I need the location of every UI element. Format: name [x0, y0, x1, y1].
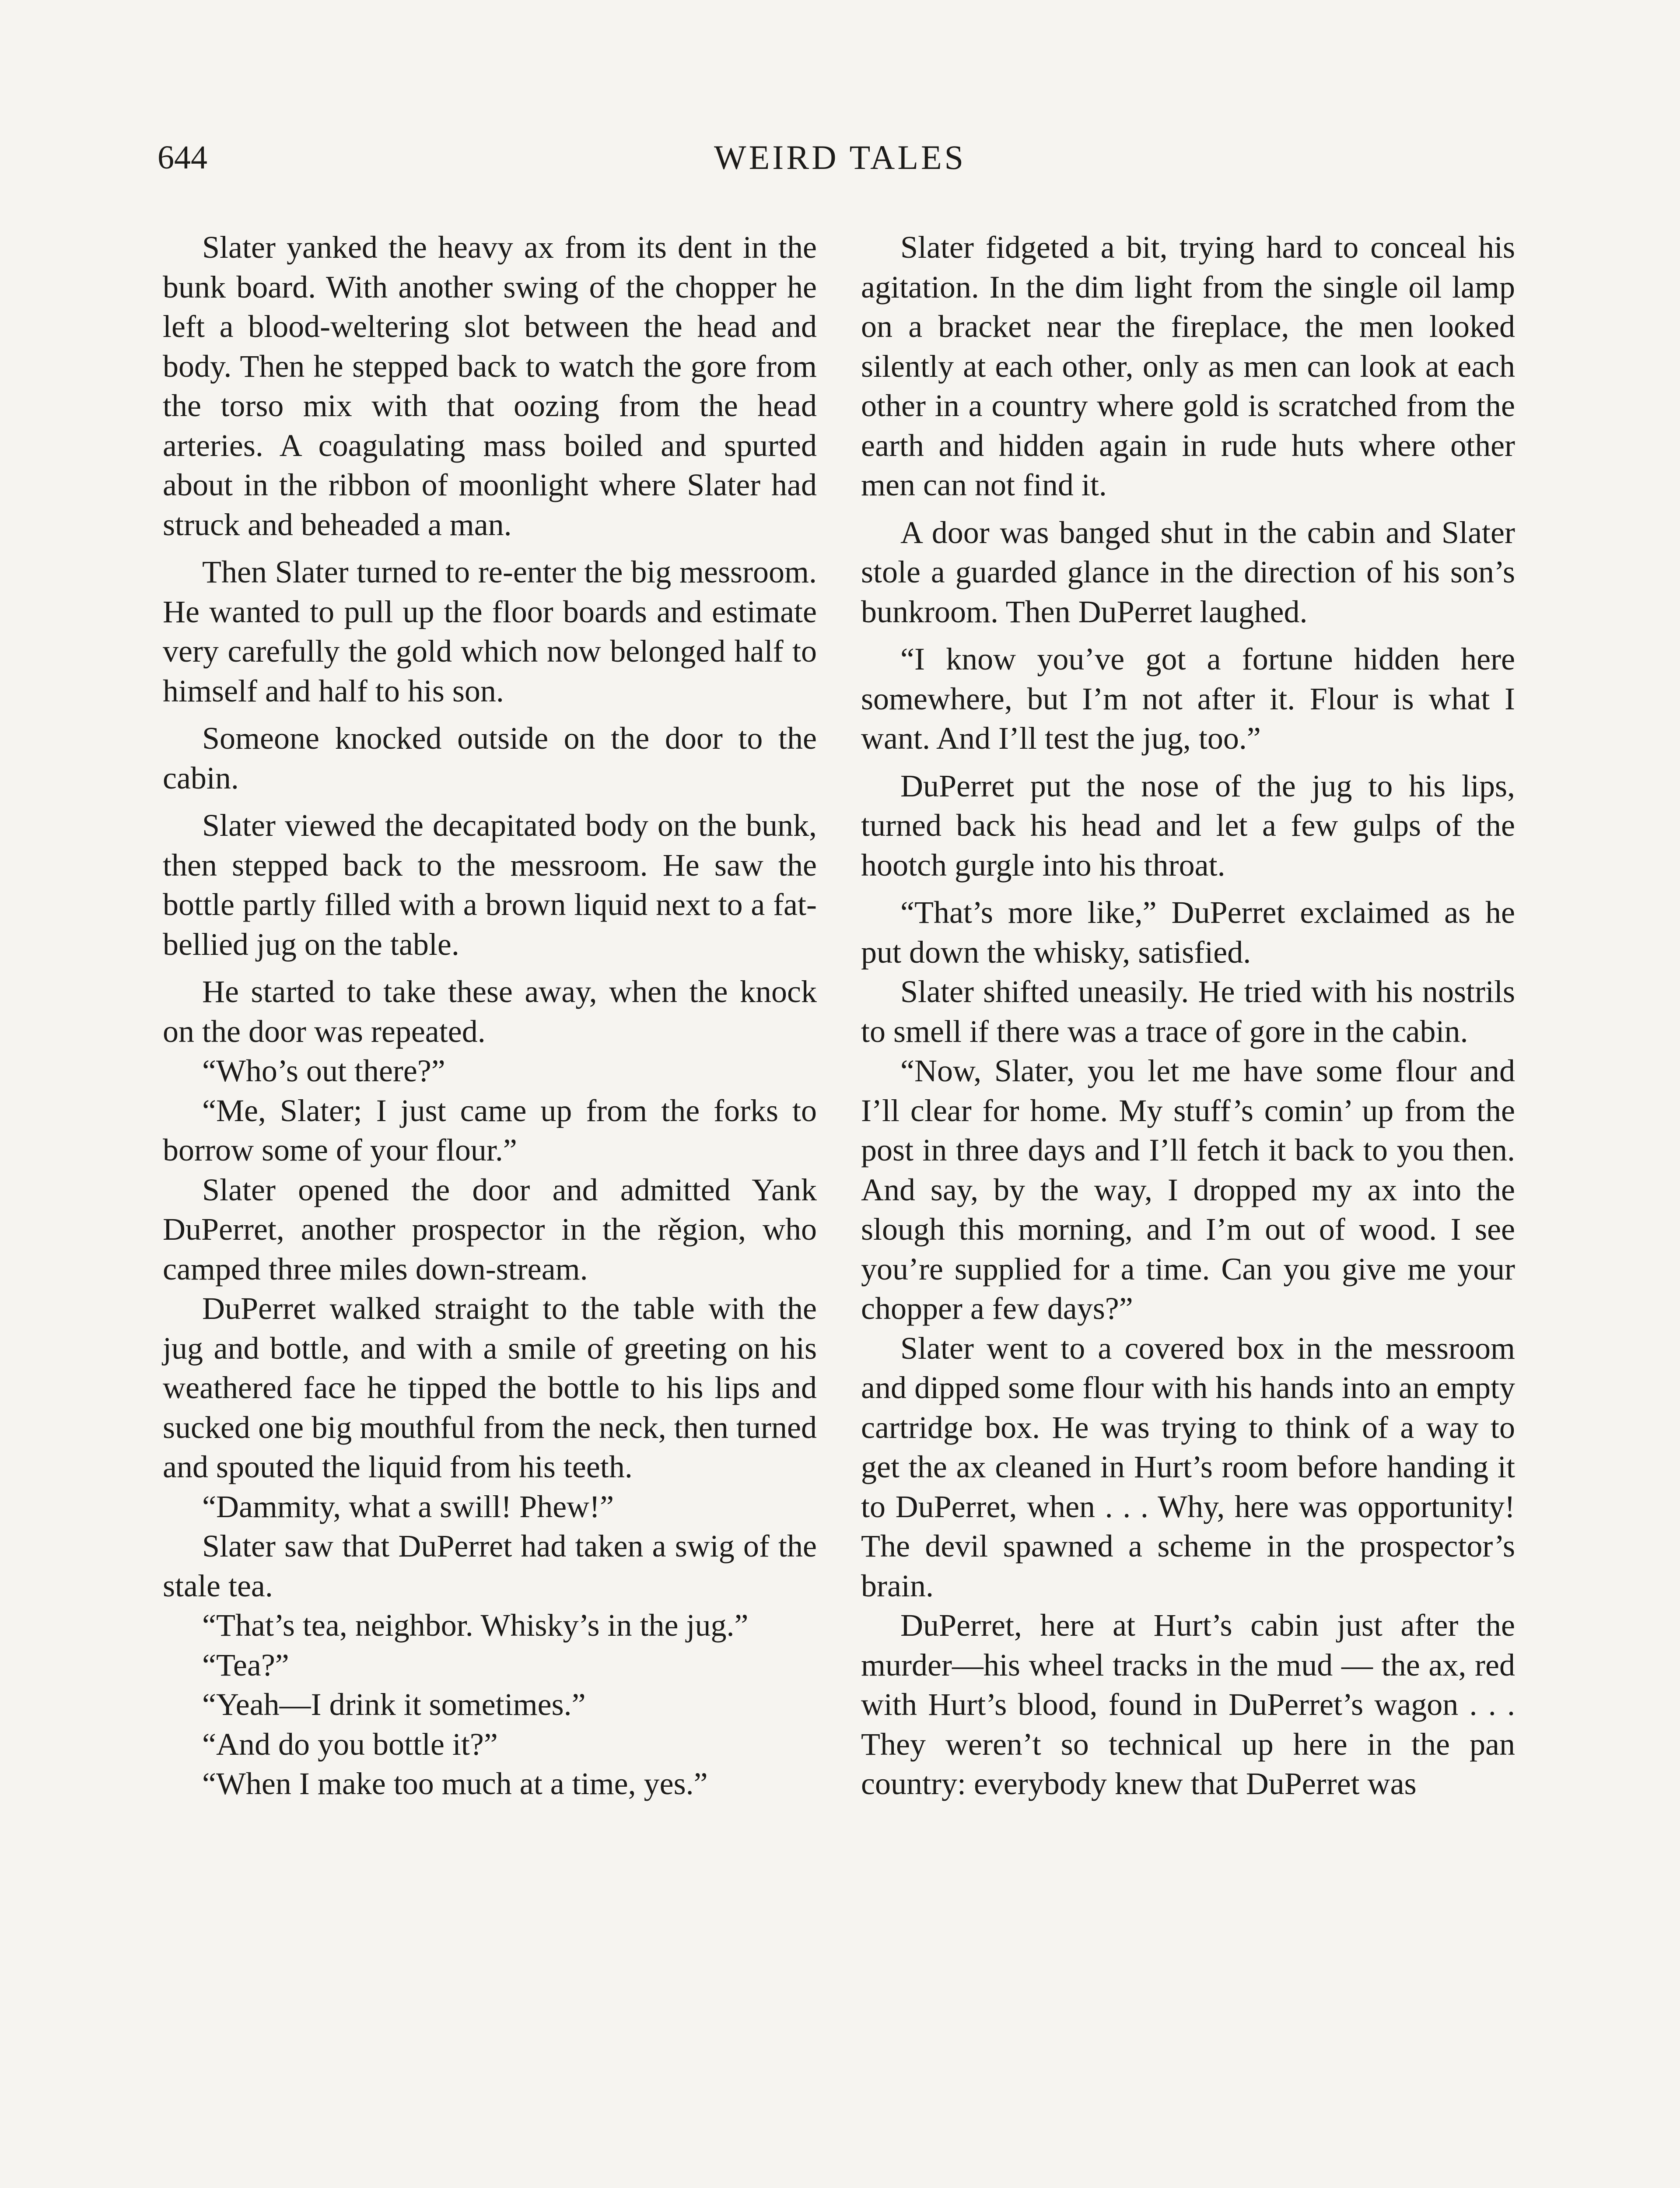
paragraph: “Tea?”	[202, 1647, 289, 1683]
paragraph: DuPerret, here at Hurt’s cabin just after the murder—his wheel tracks in the mud — the ax, red with Hurt’s blood, found in DuPerret’s wagon . . . They weren’t so technical up here in the pan country: everybody knew that DuPerret was	[861, 1608, 1515, 1801]
paragraph: He started to take these away, when the knock on the door was repeated.	[163, 974, 817, 1049]
page-number: 644	[158, 139, 207, 176]
paragraph: “When I make too much at a time, yes.”	[202, 1766, 708, 1801]
paragraph: “Now, Slater, you let me have some flour and I’ll clear for home. My stuff’s comin’ up from the post in three days and I’ll fetch it back to you then. And say, by the way, I dropped my ax into the slough this morning, and I’m out of wood. I see you’re supplied for a time. Can you give me your chopper a few days?”	[861, 1053, 1515, 1326]
paragraph: Slater shifted uneasily. He tried with his nostrils to smell if there was a trace of gore in the cabin.	[861, 974, 1515, 1049]
left-column	[163, 228, 817, 1804]
running-title: WEIRD TALES	[714, 138, 966, 176]
paragraph: “Me, Slater; I just came up from the forks to borrow some of your flour.”	[163, 1093, 817, 1168]
paragraph: Slater opened the door and admitted Yank DuPerret, another prospector in the rěgion, who camped three miles down-stream.	[163, 1172, 817, 1287]
right-column	[861, 228, 1515, 1804]
paragraph: DuPerret walked straight to the table with the jug and bottle, and with a smile of greeting on his weathered face he tipped the bottle to his lips and sucked one big mouthful from the neck, then turned and spouted the liquid from his teeth.	[163, 1291, 817, 1484]
page-header	[158, 131, 1522, 184]
paragraph: Slater fidgeted a bit, trying hard to conceal his agitation. In the dim light from the single oil lamp on a bracket near the fireplace, the men looked silently at each other, only as men can look at each other in a country where gold is scratched from the earth and hidden again in rude huts where other men can not find it.	[861, 230, 1515, 502]
paragraph: “Dammity, what a swill! Phew!”	[202, 1489, 614, 1524]
paragraph: Slater saw that DuPerret had taken a swig of the stale tea.	[163, 1529, 817, 1603]
paragraph: “That’s more like,” DuPerret exclaimed as he put down the whisky, satisfied.	[861, 895, 1515, 970]
paragraph: Then Slater turned to re-enter the big messroom. He wanted to pull up the floor boards and estimate very carefully the gold which now belonged half to himself and half to his son.	[163, 554, 817, 708]
paragraph: Someone knocked outside on the door to the cabin.	[163, 721, 817, 796]
paragraph: “Yeah—I drink it sometimes.”	[202, 1687, 586, 1722]
paragraph: Slater viewed the decapitated body on the bunk, then stepped back to the messroom. He saw the bottle partly filled with a brown liquid next to a fat-bellied jug on the table.	[163, 808, 817, 962]
paragraph: “Who’s out there?”	[202, 1053, 445, 1088]
paragraph: DuPerret put the nose of the jug to his lips, turned back his head and let a few gulps of the hootch gurgle into his throat.	[861, 768, 1515, 883]
paragraph: “I know you’ve got a fortune hidden here somewhere, but I’m not after it. Flour is what I want. And I’ll test the jug, too.”	[861, 642, 1515, 756]
paragraph: Slater went to a covered box in the messroom and dipped some flour with his hands into an empty cartridge box. He was trying to think of a way to get the ax cleaned in Hurt’s room before handing it to DuPerret, when . . . Why, here was opportunity! The devil spawned a scheme in the prospector’s brain.	[861, 1330, 1515, 1603]
paragraph: “That’s tea, neighbor. Whisky’s in the jug.”	[202, 1608, 749, 1643]
paragraph: “And do you bottle it?”	[202, 1726, 498, 1762]
paragraph: A door was banged shut in the cabin and Slater stole a guarded glance in the direction of his son’s bunkroom. Then DuPerret laughed.	[861, 515, 1515, 629]
paragraph: Slater yanked the heavy ax from its dent in the bunk board. With another swing of the chopper he left a blood-weltering slot between the head and body. Then he stepped back to watch the gore from the torso mix with that oozing from the head arteries. A coagulating mass boiled and spurted about in the ribbon of moonlight where Slater had struck and beheaded a man.	[163, 230, 817, 542]
